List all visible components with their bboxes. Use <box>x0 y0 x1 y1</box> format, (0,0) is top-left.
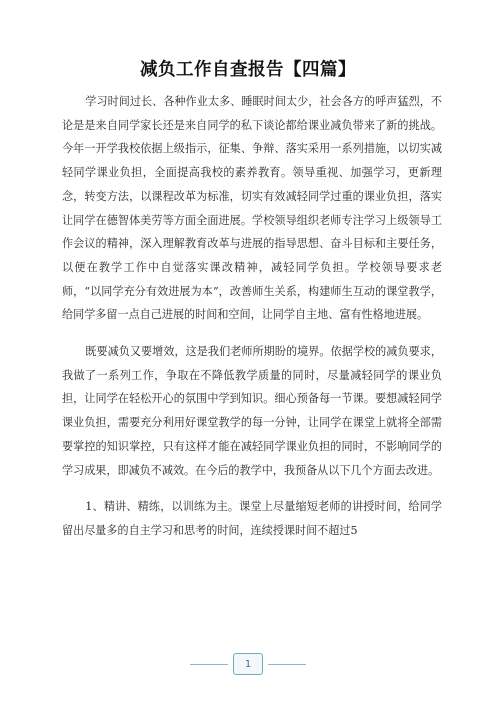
page-number-badge: 1 <box>233 653 263 675</box>
footer-divider-right <box>268 664 306 665</box>
paragraph-item-1: 1、精讲、精练，以训练为主。课堂上尽量缩短老师的讲授时间，给同学留出尽量多的自主学习和思考的时间，连续授课时间不超过5 <box>62 500 442 537</box>
footer-divider-left <box>190 664 228 665</box>
page-footer <box>0 653 496 677</box>
paragraph-intro: 学习时间过长、各种作业太多、睡眠时间太少，社会各方的呼声猛烈，不论是是来自同学家长还是来自同学的私下谈论都给课业减负带来了新的挑战。今年一开学我校依据上级指示，征集、争辩、落实采用一系列措施，以切实减轻同学课业负担，全面提高我校的素养教育。领导重视、加强学习，更新理念，转变方法，以课程改革为标准，切实有效减轻同学过重的课业负担，落实让同学在德智体美劳等方面全面进展。学校领导组织老师专注学习上级领导工作会议的精神，深入理解教育改革与进展的指导思想、奋斗目标和主要任务，以便在教学工作中自觉落实课改精神，减轻同学负担。学校领导要求老师，“以同学充分有效进展为本”，改善师生关系，构建师生互动的课堂教学，给同学多留一点自己进展的时间和空间，让同学自主地、富有性格地进展。 <box>62 95 442 322</box>
document-body <box>62 90 442 543</box>
document-title: 减负工作自查报告【四篇】 <box>140 60 356 80</box>
paragraph-reduce-burden: 既要减负又要增效，这是我们老师所期盼的境界。依据学校的减负要求，我做了一系列工作，争取在不降低教学质量的同时，尽量减轻同学的课业负担，让同学在轻松开心的氛围中学到知识。细心预备每一节课。要想减轻同学课业负担，需要充分利用好课堂教学的每一分钟，让同学在课堂上就将全部需要掌控的知识掌控，只有这样才能在减轻同学课业负担的同时，不影响同学的学习成果，即减负不减效。在今后的教学中，我预备从以下几个方面去改进。 <box>62 345 442 477</box>
